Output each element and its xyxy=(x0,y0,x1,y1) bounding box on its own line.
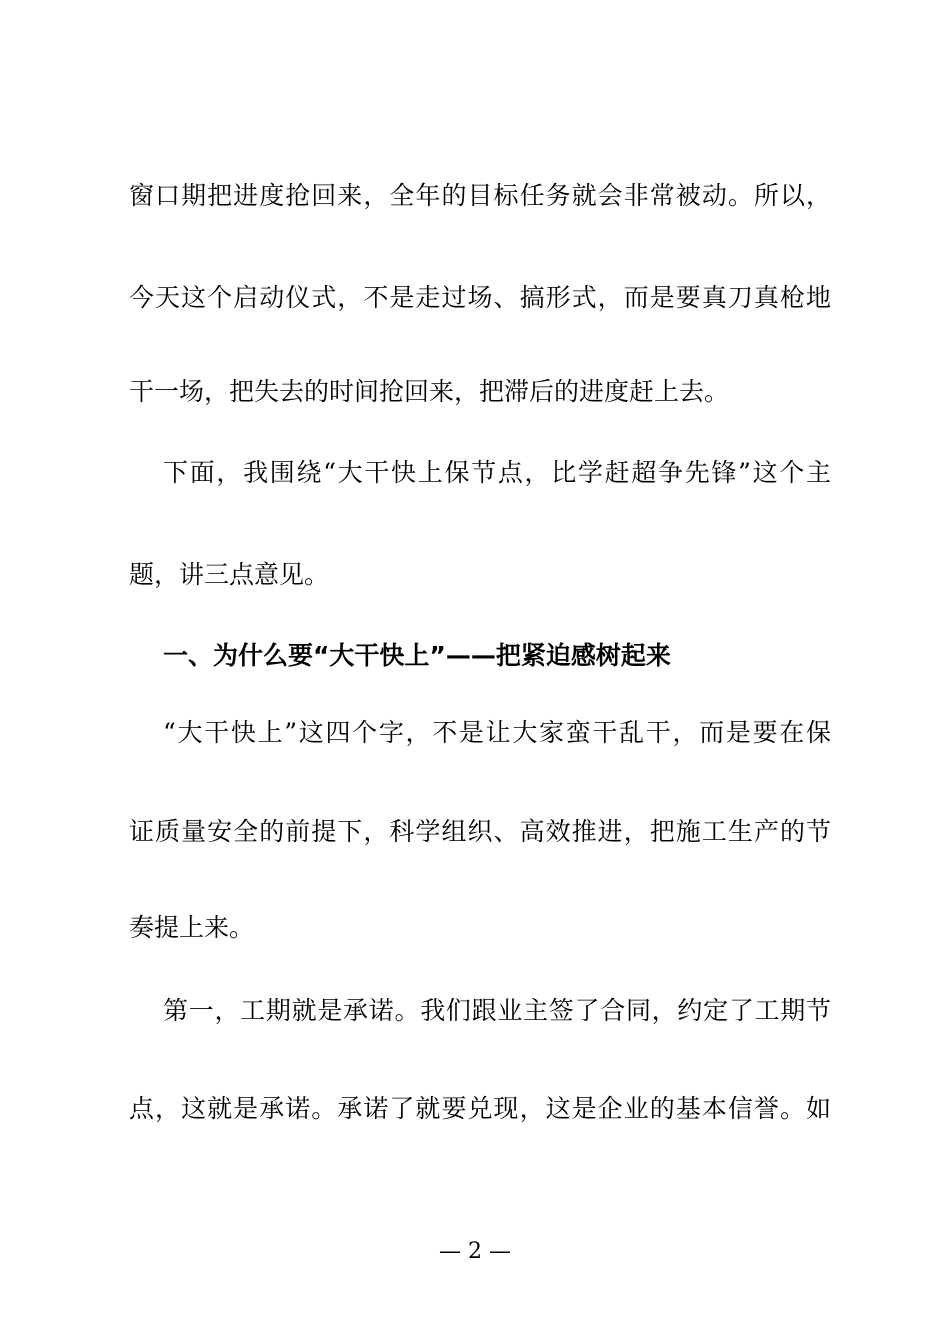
paragraph-line: 干一场，把失去的时间抢回来，把滞后的进度赶上去。 xyxy=(129,377,730,406)
paragraph-line: “大干快上”这四个字，不是让大家蛮干乱干，而是要在保 xyxy=(163,718,831,747)
page-number: — 2 — xyxy=(439,1239,511,1264)
paragraph-line: 点，这就是承诺。承诺了就要兑现，这是企业的基本信誉。如 xyxy=(129,1094,831,1123)
paragraph-line: 今天这个启动仪式，不是走过场、搞形式，而是要真刀真枪地 xyxy=(129,283,831,312)
paragraph-line: 下面，我围绕“大干快上保节点，比学赶超争先锋”这个主 xyxy=(163,458,831,487)
paragraph-line: 窗口期把进度抢回来，全年的目标任务就会非常被动。所以， xyxy=(129,181,831,210)
section-heading: 一、为什么要“大干快上”——把紧迫感树起来 xyxy=(163,641,671,670)
paragraph-line: 第一，工期就是承诺。我们跟业主签了合同，约定了工期节 xyxy=(163,996,831,1025)
paragraph-line: 奏提上来。 xyxy=(129,913,255,942)
paragraph-line: 题，讲三点意见。 xyxy=(129,560,330,589)
paragraph-line: 证质量安全的前提下，科学组织、高效推进，把施工生产的节 xyxy=(129,817,831,846)
